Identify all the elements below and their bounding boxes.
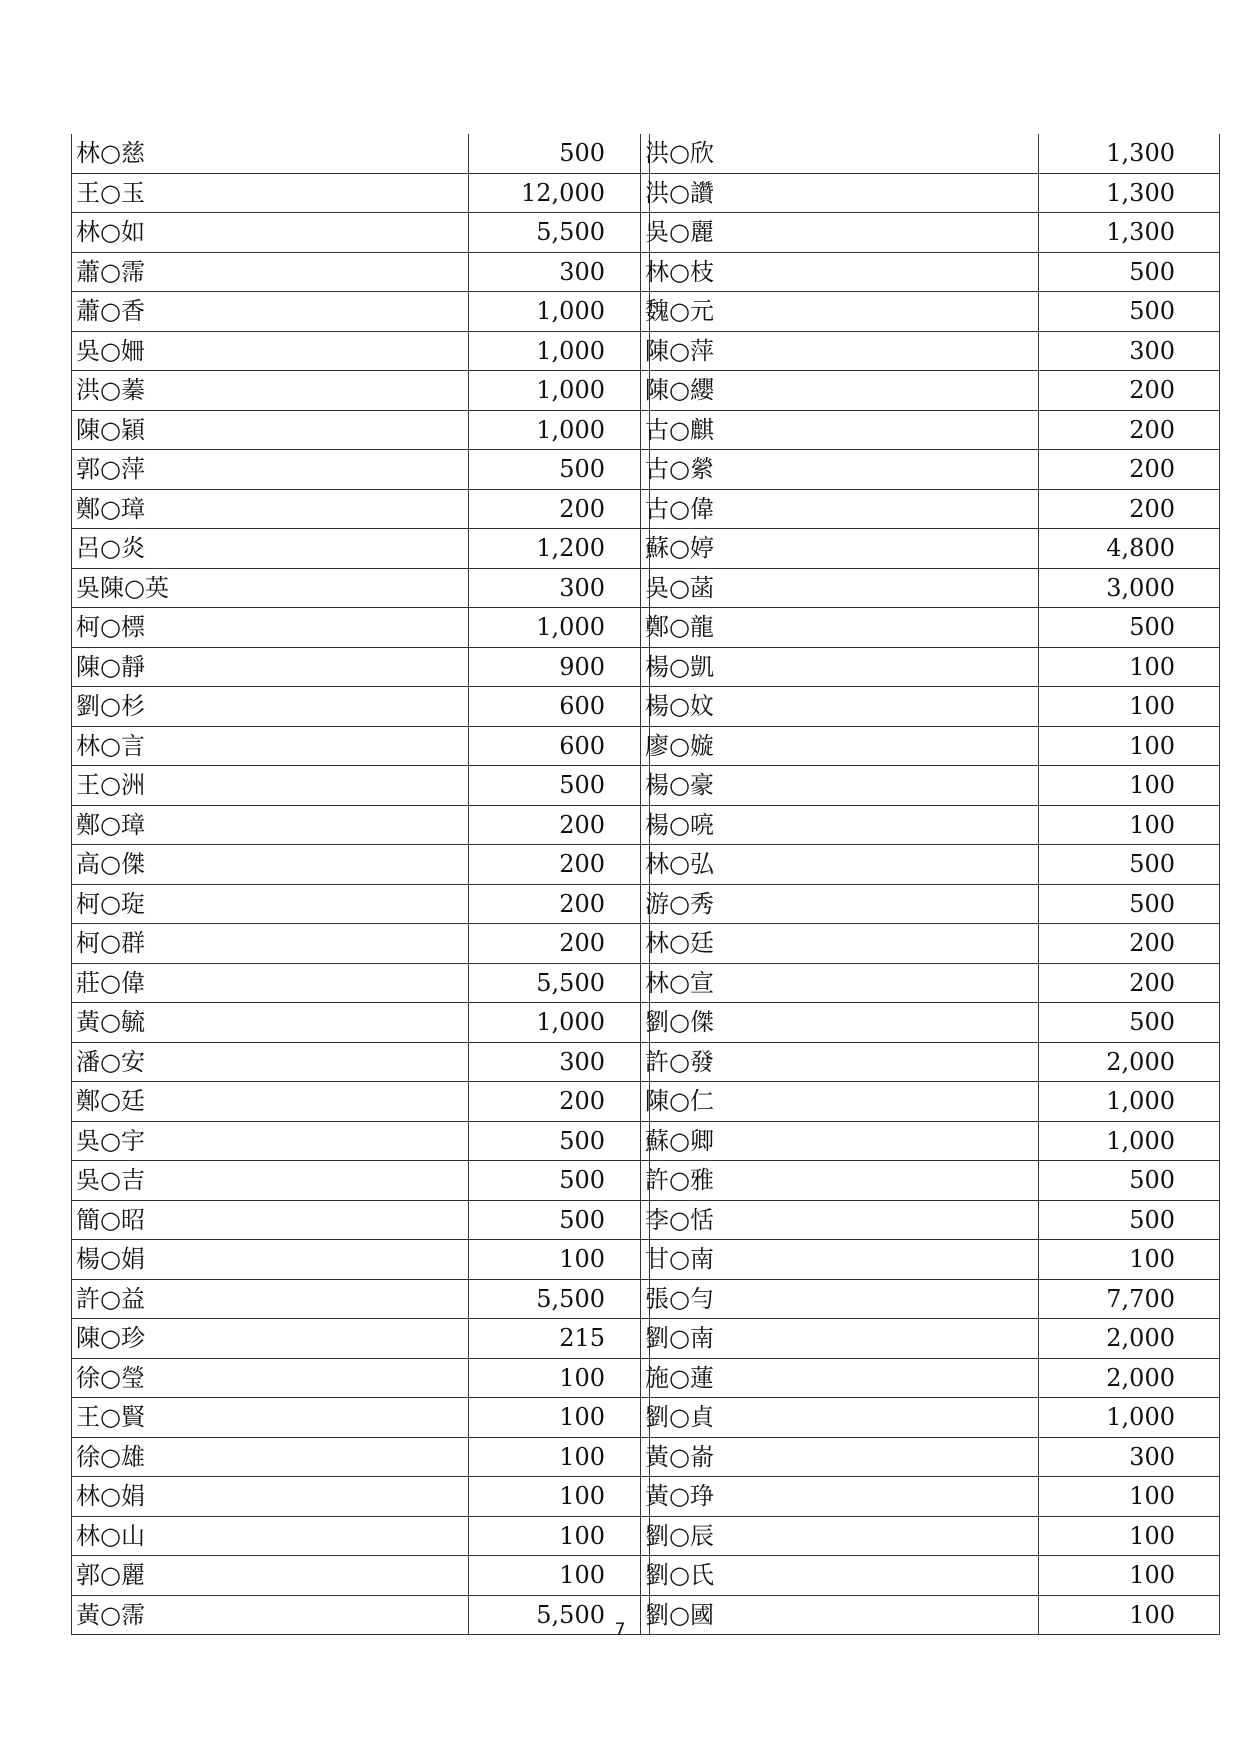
table-row [641, 1516, 1220, 1556]
donation-amount: 100 [469, 1398, 650, 1438]
donor-name: 廖○嫙 [641, 726, 1039, 766]
donor-name: 古○偉 [641, 489, 1039, 529]
donor-name: 劉○南 [641, 1319, 1039, 1359]
table-row [641, 450, 1220, 490]
donor-name: 洪○讚 [641, 173, 1039, 213]
table-row [72, 687, 650, 727]
donor-name: 陳○珍 [72, 1319, 469, 1359]
donor-name: 劉○辰 [641, 1516, 1039, 1556]
donor-name: 陳○穎 [72, 410, 469, 450]
table-row [72, 1240, 650, 1280]
donor-name: 洪○欣 [641, 134, 1039, 173]
table-row [72, 1556, 650, 1596]
table-row [641, 1319, 1220, 1359]
table-row [72, 766, 650, 806]
donor-name: 柯○標 [72, 608, 469, 648]
page-number: 7 [614, 1620, 626, 1640]
donor-name: 許○發 [641, 1042, 1039, 1082]
donor-name: 陳○仁 [641, 1082, 1039, 1122]
donation-amount: 600 [469, 687, 650, 727]
donation-amount: 200 [469, 489, 650, 529]
table-row [641, 213, 1220, 253]
donor-name: 洪○蓁 [72, 371, 469, 411]
donation-amount: 1,000 [469, 608, 650, 648]
table-row [641, 1556, 1220, 1596]
donor-name: 潘○安 [72, 1042, 469, 1082]
donation-amount: 1,000 [469, 331, 650, 371]
donation-amount: 500 [1039, 252, 1220, 292]
donor-name: 古○縈 [641, 450, 1039, 490]
donor-name: 郭○麗 [72, 1556, 469, 1596]
donation-amount: 1,000 [469, 410, 650, 450]
table-row [641, 1477, 1220, 1517]
donor-name: 吳○宇 [72, 1121, 469, 1161]
donation-amount: 500 [469, 1161, 650, 1201]
donation-amount: 5,500 [469, 1279, 650, 1319]
donor-name: 林○言 [72, 726, 469, 766]
donor-name: 劉○國 [641, 1595, 1039, 1635]
table-row [641, 924, 1220, 964]
table-row [72, 331, 650, 371]
donor-name: 吳陳○英 [72, 568, 469, 608]
donor-name: 柯○琁 [72, 884, 469, 924]
donor-name: 林○弘 [641, 845, 1039, 885]
donation-amount: 100 [1039, 726, 1220, 766]
donor-name: 林○枝 [641, 252, 1039, 292]
table-row [72, 924, 650, 964]
donor-name: 蕭○霈 [72, 252, 469, 292]
donation-amount: 1,000 [1039, 1398, 1220, 1438]
donation-amount: 3,000 [1039, 568, 1220, 608]
table-row [641, 371, 1220, 411]
donation-amount: 2,000 [1039, 1319, 1220, 1359]
donor-name: 劉○貞 [641, 1398, 1039, 1438]
table-row [641, 1358, 1220, 1398]
table-row [72, 529, 650, 569]
table-row [72, 292, 650, 332]
donation-amount: 100 [469, 1358, 650, 1398]
table-row [641, 845, 1220, 885]
table-row [72, 608, 650, 648]
table-row [72, 134, 650, 173]
table-row [641, 766, 1220, 806]
donor-name: 陳○萍 [641, 331, 1039, 371]
table-row [641, 134, 1220, 173]
donation-amount: 300 [469, 568, 650, 608]
table-row [641, 884, 1220, 924]
donor-name: 吳○吉 [72, 1161, 469, 1201]
donor-name: 林○廷 [641, 924, 1039, 964]
donation-amount: 1,000 [469, 371, 650, 411]
donation-amount: 4,800 [1039, 529, 1220, 569]
table-row [641, 331, 1220, 371]
donation-amount: 1,200 [469, 529, 650, 569]
donor-name: 簡○昭 [72, 1200, 469, 1240]
table-row [72, 845, 650, 885]
donation-amount: 100 [469, 1556, 650, 1596]
table-row [641, 1082, 1220, 1122]
donation-amount: 500 [1039, 608, 1220, 648]
table-row [641, 410, 1220, 450]
table-row [72, 1358, 650, 1398]
donation-amount: 200 [469, 845, 650, 885]
donation-amount: 215 [469, 1319, 650, 1359]
donation-amount: 12,000 [469, 173, 650, 213]
table-row [641, 1279, 1220, 1319]
donor-table-left [71, 134, 650, 1635]
table-row [72, 173, 650, 213]
donation-amount: 300 [1039, 1437, 1220, 1477]
table-row [641, 687, 1220, 727]
donor-name: 蕭○香 [72, 292, 469, 332]
donation-amount: 200 [469, 924, 650, 964]
table-row [641, 647, 1220, 687]
donation-amount: 100 [1039, 1516, 1220, 1556]
donor-name: 柯○群 [72, 924, 469, 964]
table-row [72, 489, 650, 529]
donor-name: 甘○南 [641, 1240, 1039, 1280]
table-row [72, 1161, 650, 1201]
table-row [72, 371, 650, 411]
table-row [72, 1082, 650, 1122]
donor-name: 劉○杉 [72, 687, 469, 727]
donor-name: 鄭○廷 [72, 1082, 469, 1122]
table-row [641, 963, 1220, 1003]
table-row [72, 568, 650, 608]
donor-name: 陳○纓 [641, 371, 1039, 411]
donor-name: 林○山 [72, 1516, 469, 1556]
donation-amount: 500 [1039, 1003, 1220, 1043]
donation-amount: 1,000 [469, 292, 650, 332]
table-row [72, 1003, 650, 1043]
donation-amount: 7,700 [1039, 1279, 1220, 1319]
donation-amount: 5,500 [469, 213, 650, 253]
donation-amount: 500 [469, 766, 650, 806]
donor-name: 楊○豪 [641, 766, 1039, 806]
donor-name: 呂○炎 [72, 529, 469, 569]
donor-name: 莊○偉 [72, 963, 469, 1003]
donation-amount: 1,300 [1039, 134, 1220, 173]
donation-amount: 600 [469, 726, 650, 766]
donor-name: 鄭○龍 [641, 608, 1039, 648]
donation-amount: 200 [1039, 963, 1220, 1003]
donor-name: 劉○氏 [641, 1556, 1039, 1596]
donation-amount: 1,300 [1039, 213, 1220, 253]
table-row [641, 292, 1220, 332]
donation-amount: 300 [469, 252, 650, 292]
donation-amount: 1,300 [1039, 173, 1220, 213]
donor-name: 吳○麗 [641, 213, 1039, 253]
donation-amount: 500 [469, 134, 650, 173]
table-row [641, 1437, 1220, 1477]
donation-amount: 5,500 [469, 963, 650, 1003]
donation-amount: 900 [469, 647, 650, 687]
donor-name: 張○勻 [641, 1279, 1039, 1319]
donation-amount: 200 [1039, 371, 1220, 411]
table-row [641, 1200, 1220, 1240]
donation-amount: 500 [469, 1200, 650, 1240]
donor-name: 黃○霈 [72, 1595, 469, 1635]
donor-name: 林○娟 [72, 1477, 469, 1517]
table-row [72, 213, 650, 253]
donation-amount: 200 [469, 1082, 650, 1122]
table-row [72, 884, 650, 924]
donor-name: 劉○傑 [641, 1003, 1039, 1043]
donor-name: 徐○瑩 [72, 1358, 469, 1398]
donor-name: 林○慈 [72, 134, 469, 173]
table-row [641, 1003, 1220, 1043]
donor-name: 郭○萍 [72, 450, 469, 490]
donor-name: 楊○妏 [641, 687, 1039, 727]
donor-name: 徐○雄 [72, 1437, 469, 1477]
donation-amount: 100 [1039, 1595, 1220, 1635]
table-row [641, 1161, 1220, 1201]
table-row [72, 1121, 650, 1161]
table-row [72, 1042, 650, 1082]
table-row [641, 173, 1220, 213]
donation-amount: 100 [1039, 1556, 1220, 1596]
table-row [641, 1121, 1220, 1161]
donor-name: 鄭○璋 [72, 805, 469, 845]
donor-name: 王○玉 [72, 173, 469, 213]
donation-amount: 200 [1039, 450, 1220, 490]
table-row [72, 410, 650, 450]
table-row [641, 608, 1220, 648]
donor-name: 魏○元 [641, 292, 1039, 332]
donation-amount: 200 [1039, 410, 1220, 450]
donor-name: 黃○毓 [72, 1003, 469, 1043]
donor-name: 許○益 [72, 1279, 469, 1319]
donation-amount: 500 [1039, 1161, 1220, 1201]
donor-name: 黃○琤 [641, 1477, 1039, 1517]
table-row [641, 529, 1220, 569]
donor-name: 蘇○卿 [641, 1121, 1039, 1161]
donation-amount: 500 [1039, 884, 1220, 924]
donation-amount: 100 [1039, 766, 1220, 806]
donor-name: 施○蓮 [641, 1358, 1039, 1398]
donation-amount: 500 [469, 1121, 650, 1161]
donation-amount: 1,000 [469, 1003, 650, 1043]
donation-amount: 100 [1039, 805, 1220, 845]
donor-name: 許○雅 [641, 1161, 1039, 1201]
donation-amount: 200 [469, 805, 650, 845]
donation-amount: 500 [1039, 292, 1220, 332]
table-row [641, 568, 1220, 608]
donation-amount: 100 [1039, 1240, 1220, 1280]
donation-amount: 2,000 [1039, 1042, 1220, 1082]
donation-amount: 100 [469, 1437, 650, 1477]
donor-name: 陳○靜 [72, 647, 469, 687]
table-row [72, 1200, 650, 1240]
donation-amount: 1,000 [1039, 1121, 1220, 1161]
table-row [72, 1279, 650, 1319]
donation-amount: 100 [1039, 687, 1220, 727]
donation-amount: 500 [1039, 845, 1220, 885]
donor-name: 游○秀 [641, 884, 1039, 924]
donor-name: 林○宣 [641, 963, 1039, 1003]
donation-amount: 100 [469, 1240, 650, 1280]
donor-name: 高○傑 [72, 845, 469, 885]
donor-name: 蘇○婷 [641, 529, 1039, 569]
table-row [641, 805, 1220, 845]
table-row [72, 1516, 650, 1556]
donation-amount: 100 [469, 1477, 650, 1517]
donation-amount: 200 [1039, 924, 1220, 964]
table-row [641, 252, 1220, 292]
table-row [641, 489, 1220, 529]
donor-name: 王○洲 [72, 766, 469, 806]
donation-amount: 100 [1039, 647, 1220, 687]
donation-amount: 300 [1039, 331, 1220, 371]
table-row [72, 805, 650, 845]
table-row [72, 1437, 650, 1477]
table-row [72, 726, 650, 766]
donor-table-right [640, 134, 1220, 1635]
table-row [72, 252, 650, 292]
table-row [72, 1398, 650, 1438]
donation-amount: 5,500 [469, 1595, 650, 1635]
donor-name: 鄭○璋 [72, 489, 469, 529]
donor-name: 李○恬 [641, 1200, 1039, 1240]
donor-name: 黃○嵛 [641, 1437, 1039, 1477]
table-row [72, 963, 650, 1003]
donor-name: 吳○菡 [641, 568, 1039, 608]
donation-amount: 200 [1039, 489, 1220, 529]
donation-amount: 100 [469, 1516, 650, 1556]
donor-name: 楊○喨 [641, 805, 1039, 845]
donor-name: 林○如 [72, 213, 469, 253]
table-row [641, 726, 1220, 766]
donor-name: 古○麒 [641, 410, 1039, 450]
donation-amount: 300 [469, 1042, 650, 1082]
table-row [72, 450, 650, 490]
table-row [72, 1319, 650, 1359]
table-row [72, 1477, 650, 1517]
donation-amount: 200 [469, 884, 650, 924]
donation-amount: 100 [1039, 1477, 1220, 1517]
donation-amount: 2,000 [1039, 1358, 1220, 1398]
donor-name: 王○賢 [72, 1398, 469, 1438]
donation-amount: 500 [469, 450, 650, 490]
table-row [641, 1240, 1220, 1280]
donor-name: 楊○凱 [641, 647, 1039, 687]
donation-amount: 1,000 [1039, 1082, 1220, 1122]
donor-name: 楊○娟 [72, 1240, 469, 1280]
donor-name: 吳○姍 [72, 331, 469, 371]
donation-amount: 500 [1039, 1200, 1220, 1240]
table-row [641, 1398, 1220, 1438]
table-row [641, 1042, 1220, 1082]
table-row [72, 647, 650, 687]
